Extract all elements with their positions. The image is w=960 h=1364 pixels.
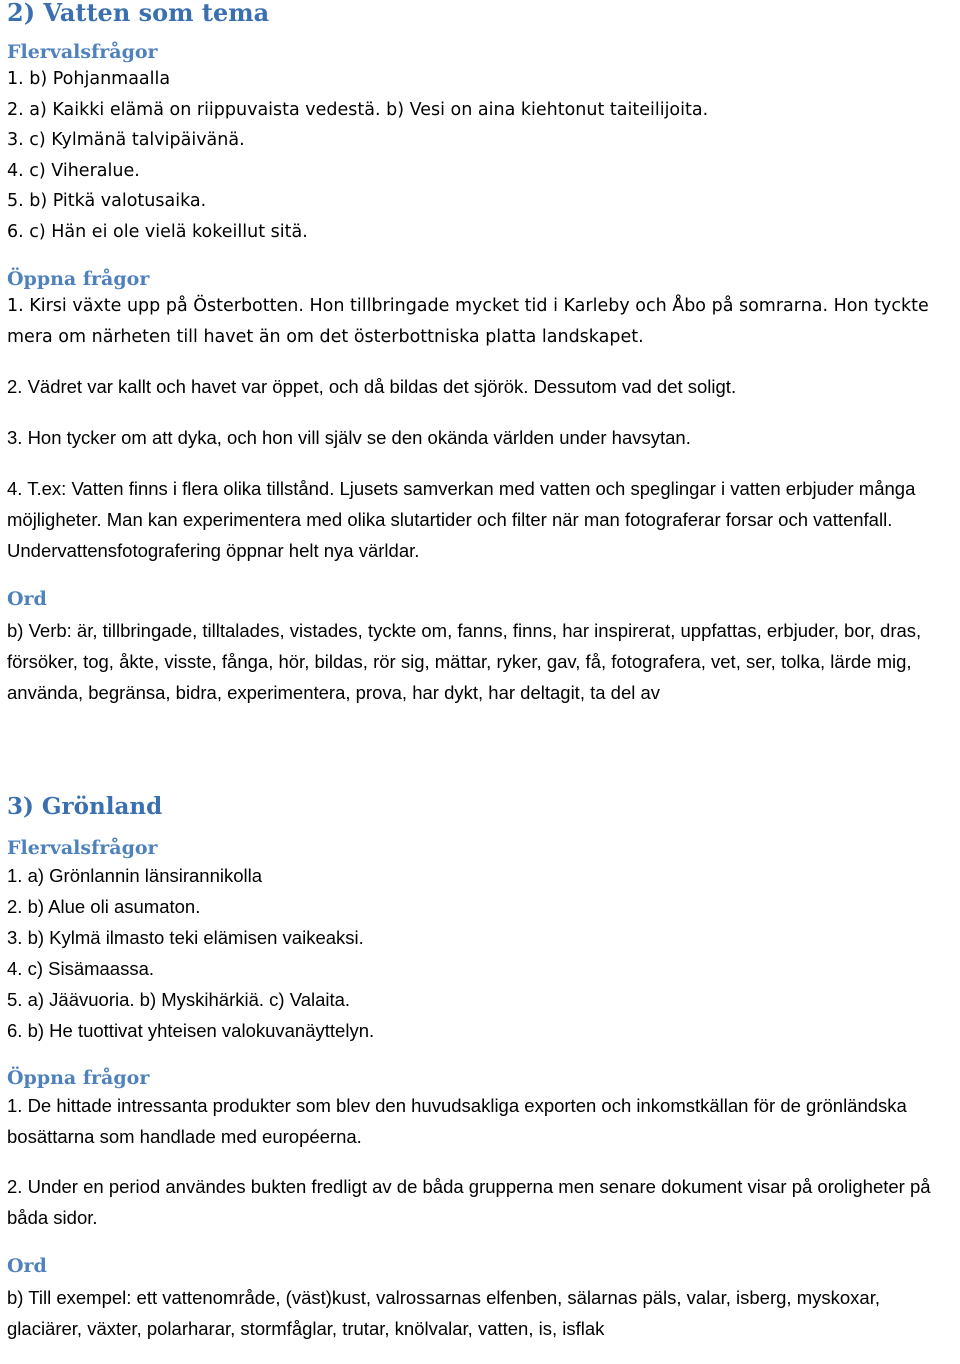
section-title: 2) Vatten som tema xyxy=(7,0,270,27)
mcq-answer: 6. c) Hän ei ole vielä kokeillut sitä. xyxy=(7,221,308,242)
mcq-list xyxy=(7,64,957,247)
open-questions-heading: Öppna frågor xyxy=(7,268,150,290)
open-answer: 1. Kirsi växte upp på Österbotten. Hon tillbringade mycket tid i Karleby och Åbo på somrarna. Hon tyckte mera om närheten till havet än om det österbottniska platta landskapet. xyxy=(7,296,929,347)
open-answer: 3. Hon tycker om att dyka, och hon vill själv se den okända världen under havsytan. xyxy=(7,427,691,448)
ord-text: b) Till exempel: ett vattenområde, (väst)kust, valrossarnas elfenben, sälarnas päls, valar, isberg, myskoxar, glaciärer, växter, polarharar, stormfåglar, trutar, knölvalar, vatten, is, isflak xyxy=(7,1287,880,1339)
mcq-answer: 5. a) Jäävuoria. b) Myskihärkiä. c) Valaita. xyxy=(7,989,351,1010)
mcq-answer: 3. b) Kylmä ilmasto teki elämisen vaikeaksi. xyxy=(7,927,364,948)
mcq-answer: 2. b) Alue oli asumaton. xyxy=(7,896,201,917)
mcq-answer: 4. c) Viheralue. xyxy=(7,160,140,181)
mcq-answer: 3. c) Kylmänä talvipäivänä. xyxy=(7,130,245,150)
mcq-answer: 2. a) Kaikki elämä on riippuvaista vedestä. b) Vesi on aina kiehtonut taiteilijoita. xyxy=(7,99,709,120)
section-vatten-som-tema xyxy=(7,0,957,708)
mcq-answer: 6. b) He tuottivat yhteisen valokuvanäyttelyn. xyxy=(7,1020,375,1041)
open-answer: 2. Vädret var kallt och havet var öppet, och då bildas det sjörök. Dessutom vad det soligt. xyxy=(7,376,737,397)
mcq-list xyxy=(7,860,957,1046)
mcq-answer: 1. a) Grönlannin länsirannikolla xyxy=(7,865,263,886)
mcq-heading: Flervalsfrågor xyxy=(7,837,158,859)
open-answer: 2. Under en period användes bukten fredligt av de båda grupperna men senare dokument visar på oroligheter på båda sidor. xyxy=(7,1176,931,1228)
section-title: 3) Grönland xyxy=(7,793,163,820)
open-questions-heading: Öppna frågor xyxy=(7,1067,150,1089)
open-answer: 4. T.ex: Vatten finns i flera olika tillstånd. Ljusets samverkan med vatten och speglingar i vatten erbjuder många möjligheter. Man kan experimentera med olika slutartider och filter när man fotograferar forsar och vattenfall. Undervattensfotografering öppnar helt nya världar. xyxy=(7,478,916,561)
ord-heading: Ord xyxy=(7,588,47,610)
ord-text: b) Verb: är, tillbringade, tilltalades, vistades, tyckte om, fanns, finns, har inspirerat, uppfattas, erbjuder, bor, dras, försöker, tog, åkte, visste, fånga, hör, bildas, rör sig, mättar, ryker, gav, få, fotografera, vet, ser, tolka, lärde mig, använda, begränsa, bidra, experimentera, prova, har dykt, har deltagit, ta del av xyxy=(7,620,922,703)
open-answer: 1. De hittade intressanta produkter som blev den huvudsakliga exporten och inkomstkällan för de grönländska bosättarna som handlade med européerna. xyxy=(7,1095,907,1147)
mcq-answer: 4. c) Sisämaassa. xyxy=(7,958,155,979)
section-gronland xyxy=(7,792,957,1344)
mcq-answer: 1. b) Pohjanmaalla xyxy=(7,69,171,89)
mcq-heading: Flervalsfrågor xyxy=(7,41,158,63)
mcq-answer: 5. b) Pitkä valotusaika. xyxy=(7,191,207,211)
ord-heading: Ord xyxy=(7,1255,47,1277)
document-page xyxy=(7,0,957,1344)
